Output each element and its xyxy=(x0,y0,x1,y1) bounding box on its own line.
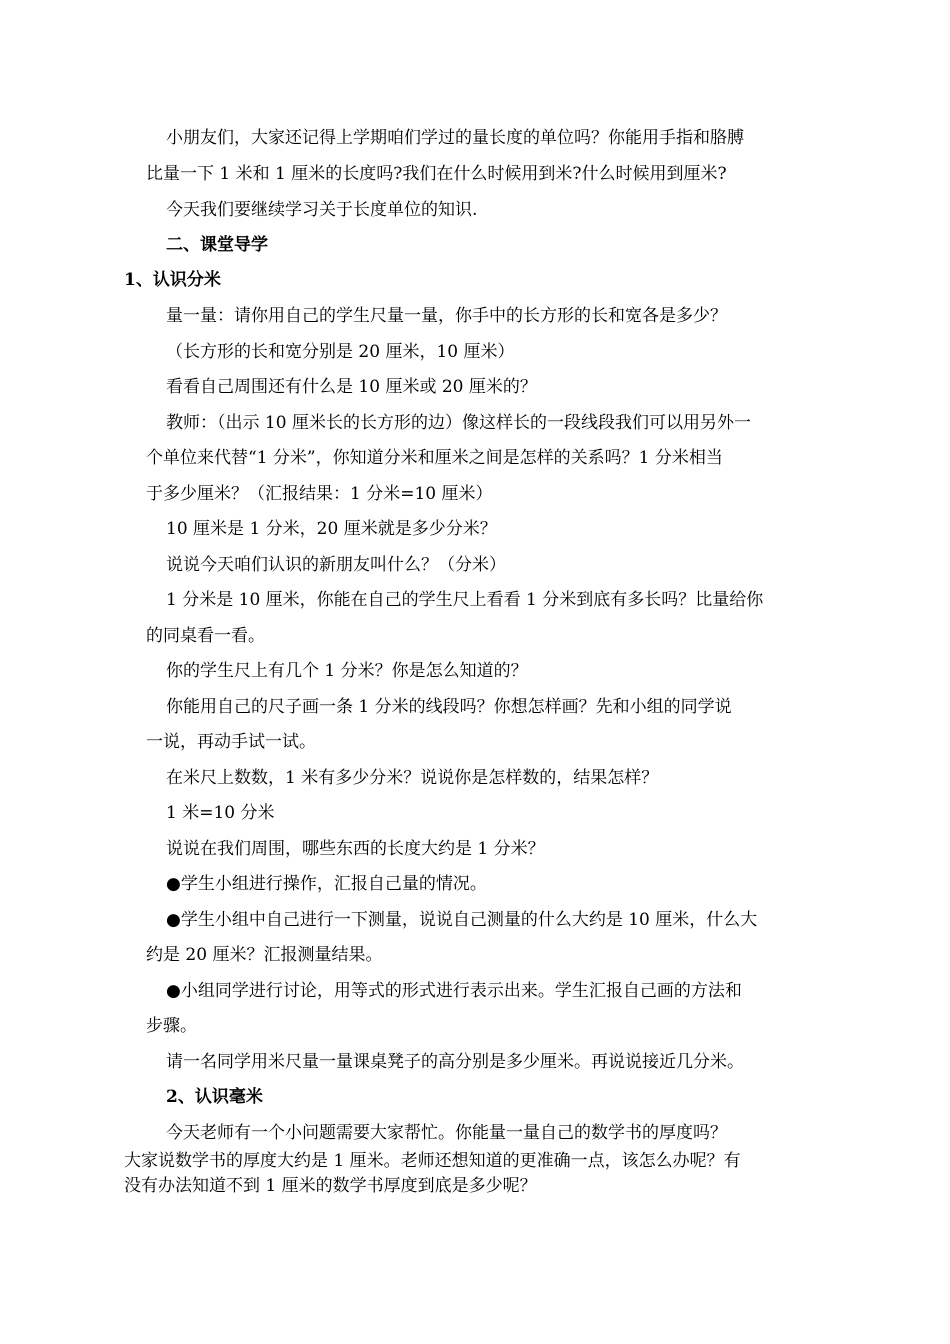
paragraph-line: 说说今天咱们认识的新朋友叫什么？（分米） xyxy=(166,555,506,575)
paragraph-line: 没有办法知道不到 1 厘米的数学书厚度到底是多少呢？ xyxy=(124,1176,537,1196)
bullet-line: ●学生小组中自己进行一下测量，说说自己测量的什么大约是 10 厘米，什么大 xyxy=(166,910,758,930)
subsection-heading: 2、认识毫米 xyxy=(166,1087,263,1107)
paragraph-line: 约是 20 厘米？汇报测量结果。 xyxy=(146,945,383,965)
paragraph-line: 小朋友们，大家还记得上学期咱们学过的量长度的单位吗？你能用手指和胳膊 xyxy=(166,128,744,148)
paragraph-line: 个单位来代替“1 分米”，你知道分米和厘米之间是怎样的关系吗？1 分米相当 xyxy=(146,448,723,468)
paragraph-line: 10 厘米是 1 分米，20 厘米就是多少分米？ xyxy=(166,519,497,539)
paragraph-line: 今天老师有一个小问题需要大家帮忙。你能量一量自己的数学书的厚度吗？ xyxy=(166,1123,727,1143)
paragraph-line: 请一名同学用米尺量一量课桌凳子的高分别是多少厘米。再说说接近几分米。 xyxy=(166,1052,744,1072)
paragraph-line: 今天我们要继续学习关于长度单位的知识. xyxy=(166,200,478,220)
bullet-line: ●学生小组进行操作，汇报自己量的情况。 xyxy=(166,874,487,894)
paragraph-line: 的同桌看一看。 xyxy=(146,626,265,646)
paragraph-line: 你的学生尺上有几个 1 分米？你是怎么知道的？ xyxy=(166,661,528,681)
paragraph-line: 说说在我们周围，哪些东西的长度大约是 1 分米？ xyxy=(166,839,545,859)
paragraph-line: 比量一下 1 米和 1 厘米的长度吗?我们在什么时候用到米?什么时候用到厘米? xyxy=(146,164,727,184)
paragraph-line: （长方形的长和宽分别是 20 厘米，10 厘米） xyxy=(166,342,515,362)
paragraph-line: 量一量：请你用自己的学生尺量一量，你手中的长方形的长和宽各是多少？ xyxy=(166,306,727,326)
paragraph-line: 1 分米是 10 厘米，你能在自己的学生尺上看看 1 分米到底有多长吗？比量给你 xyxy=(166,590,764,610)
bullet-line: ●小组同学进行讨论，用等式的形式进行表示出来。学生汇报自己画的方法和 xyxy=(166,981,742,1001)
paragraph-line: 在米尺上数数，1 米有多少分米？说说你是怎样数的，结果怎样？ xyxy=(166,768,659,788)
section-heading: 二、课堂导学 xyxy=(166,235,268,255)
paragraph-line: 步骤。 xyxy=(146,1016,197,1036)
subsection-heading: 1、认识分米 xyxy=(124,270,221,290)
paragraph-line: 大家说数学书的厚度大约是 1 厘米。老师还想知道的更准确一点，该怎么办呢？有 xyxy=(124,1151,741,1171)
paragraph-line: 你能用自己的尺子画一条 1 分米的线段吗？你想怎样画？先和小组的同学说 xyxy=(166,697,732,717)
paragraph-line: 教师：（出示 10 厘米长的长方形的边）像这样长的一段线段我们可以用另外一 xyxy=(166,413,751,433)
paragraph-line: 1 米=10 分米 xyxy=(166,803,275,823)
paragraph-line: 于多少厘米？（汇报结果：1 分米=10 厘米） xyxy=(146,484,493,504)
paragraph-line: 看看自己周围还有什么是 10 厘米或 20 厘米的？ xyxy=(166,377,537,397)
paragraph-line: 一说，再动手试一试。 xyxy=(146,732,316,752)
